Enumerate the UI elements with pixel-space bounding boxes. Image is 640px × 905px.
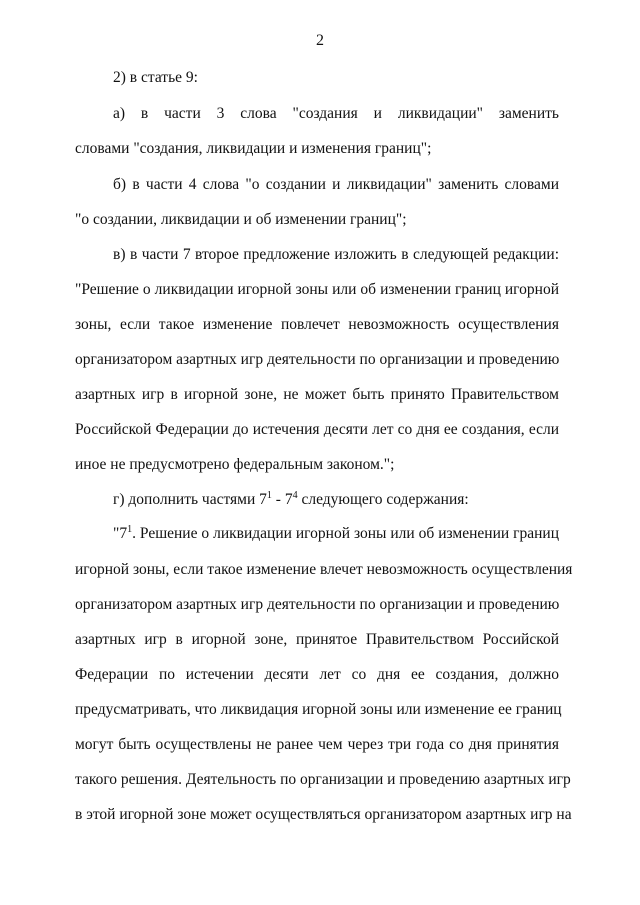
text-line: "о создании, ликвидации и об изменении границ"; (75, 211, 407, 228)
text-line: 2) в статье 9: (113, 69, 198, 86)
text-line: в этой игорной зоне может осуществляться организатором азартных игр на (75, 806, 572, 823)
text-line: организатором азартных игр деятельности по организации и проведению (75, 351, 560, 368)
text-segment: "7 (113, 525, 128, 542)
superscript: 1 (266, 490, 272, 501)
superscript: 4 (292, 490, 298, 501)
text-line (113, 524, 559, 544)
text-line: а) в части 3 слова "создания и ликвидации" заменить (113, 105, 559, 122)
text-line: Федерации по истечении десяти лет со дня ее создания, должно (75, 666, 559, 683)
text-line: б) в части 4 слова "о создании и ликвидации" заменить словами (113, 176, 559, 193)
text-line (113, 490, 559, 510)
superscript: 1 (127, 524, 133, 535)
text-line: игорной зоны, если такое изменение влечет невозможность осуществления (75, 561, 573, 578)
text-line: иное не предусмотрено федеральным законом."; (75, 456, 395, 473)
text-segment: следующего содержания: (297, 491, 469, 508)
text-line: Российской Федерации до истечения десяти лет со дня ее создания, если (75, 421, 559, 438)
text-segment: г) дополнить частями 7 (113, 491, 267, 508)
text-line: азартных игр в игорной зоне, принятое Правительством Российской (75, 631, 559, 648)
text-line: такого решения. Деятельность по организации и проведению азартных игр (75, 771, 571, 788)
text-line: азартных игр в игорной зоне, не может быть принято Правительством (75, 386, 559, 403)
text-line: "Решение о ликвидации игорной зоны или об изменении границ игорной (75, 281, 559, 298)
text-segment: . Решение о ликвидации игорной зоны или об изменении границ (132, 525, 559, 542)
text-line: организатором азартных игр деятельности по организации и проведению (75, 596, 560, 613)
text-line: зоны, если такое изменение повлечет невозможность осуществления (75, 316, 559, 333)
text-line: могут быть осуществлены не ранее чем через три года со дня принятия (75, 736, 559, 753)
text-line: предусматривать, что ликвидация игорной зоны или изменение ее границ (75, 701, 562, 718)
text-segment: - 7 (271, 491, 293, 508)
page-number: 2 (316, 32, 324, 49)
text-line: словами "создания, ликвидации и изменения границ"; (75, 140, 432, 157)
text-line: в) в части 7 второе предложение изложить в следующей редакции: (113, 246, 559, 263)
